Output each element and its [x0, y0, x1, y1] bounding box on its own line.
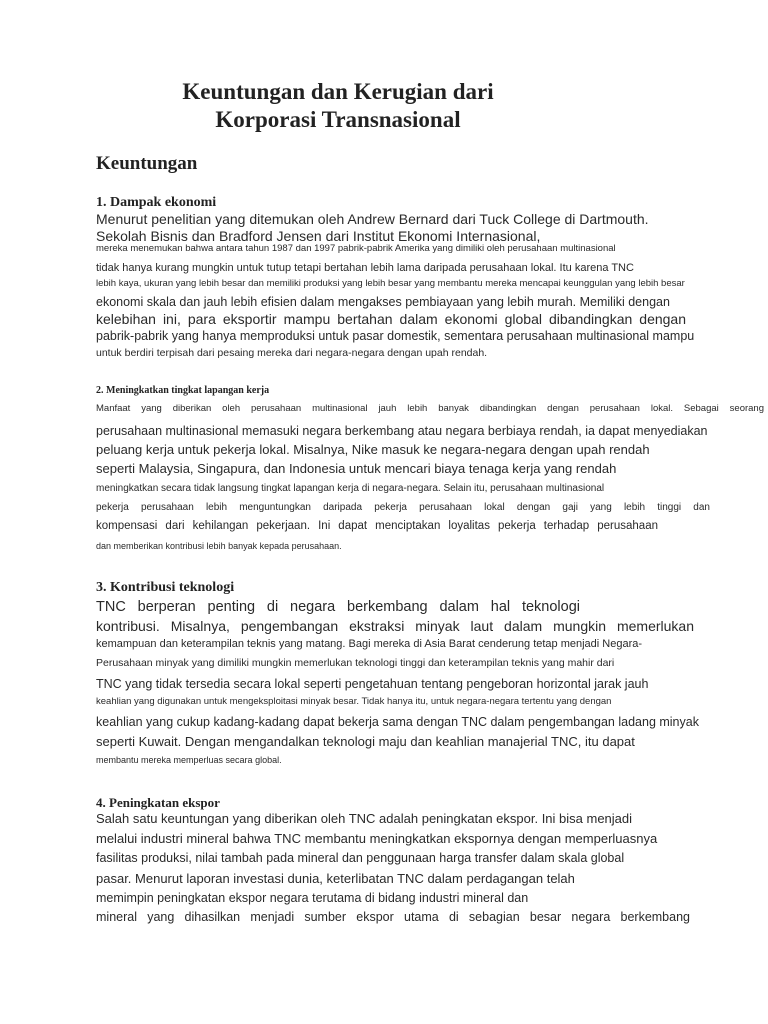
paragraph-line: TNC yang tidak tersedia secara lokal seperti pengetahuan tentang pengeboran horizontal jarak jauh — [96, 677, 649, 691]
paragraph-line: Menurut penelitian yang ditemukan oleh Andrew Bernard dari Tuck College di Dartmouth. — [96, 211, 649, 227]
paragraph-line: TNC berperan penting di negara berkembang dalam hal teknologi — [96, 599, 580, 615]
document-title-line-1: Keuntungan dan Kerugian dari — [182, 79, 494, 104]
paragraph-line: keahlian yang digunakan untuk mengeksploitasi minyak besar. Tidak hanya itu, untuk negara-negara tertentu yang dengan — [96, 696, 612, 707]
paragraph-line: pekerja perusahaan lebih menguntungkan daripada pekerja perusahaan lokal dengan gaji yang lebih tinggi dan — [96, 502, 710, 513]
paragraph-line: kemampuan dan keterampilan teknis yang matang. Bagi mereka di Asia Barat cenderung tetap menjadi Negara- — [96, 638, 643, 650]
paragraph-line: lebih kaya, ukuran yang lebih besar dan memiliki produksi yang lebih besar yang membantu mereka mencapai keunggulan yang lebih besar — [96, 278, 685, 289]
paragraph-line: Manfaat yang diberikan oleh perusahaan multinasional jauh lebih banyak dibandingkan dengan perusahaan lokal. Sebagai seorang — [96, 403, 764, 414]
paragraph-line: membantu mereka memperluas secara global. — [96, 755, 282, 765]
subheading-kontribusi-teknologi: 3. Kontribusi teknologi — [96, 580, 235, 595]
paragraph-line: tidak hanya kurang mungkin untuk tutup tetapi bertahan lebih lama daripada perusahaan lokal. Itu karena TNC — [96, 262, 634, 274]
paragraph-line: perusahaan multinasional memasuki negara berkembang atau negara berbiaya rendah, ia dapat menyediakan — [96, 424, 708, 438]
paragraph-line: meningkatkan secara tidak langsung tingkat lapangan kerja di negara-negara. Selain itu, perusahaan multinasional — [96, 483, 605, 494]
subheading-peningkatan-ekspor: 4. Peningkatan ekspor — [96, 795, 220, 810]
paragraph-line: Sekolah Bisnis dan Bradford Jensen dari Institut Ekonomi Internasional, — [96, 228, 541, 244]
paragraph-line: kelebihan ini, para eksportir mampu bertahan dalam ekonomi global dibandingkan dengan — [96, 311, 686, 327]
paragraph-line: memimpin peningkatan ekspor negara terutama di bidang industri mineral dan — [96, 891, 529, 905]
paragraph-line: pasar. Menurut laporan investasi dunia, keterlibatan TNC dalam perdagangan telah — [96, 871, 575, 886]
paragraph-line: pabrik-pabrik yang hanya memproduksi untuk pasar domestik, sementara perusahaan multinasional mampu — [96, 329, 695, 343]
paragraph-line: mineral yang dihasilkan menjadi sumber ekspor utama di sebagian besar negara berkembang — [96, 910, 690, 924]
paragraph-line: untuk berdiri terpisah dari pesaing mereka dari negara-negara dengan upah rendah. — [96, 347, 488, 359]
paragraph-line: Salah satu keuntungan yang diberikan oleh TNC adalah peningkatan ekspor. Ini bisa menjadi — [96, 811, 633, 826]
section-heading-keuntungan: Keuntungan — [96, 153, 198, 174]
paragraph-line: Perusahaan minyak yang dimiliki mungkin memerlukan teknologi tinggi dan keterampilan teknis yang mahir dari — [96, 657, 615, 669]
paragraph-line: seperti Malaysia, Singapura, dan Indonesia untuk mencari biaya tenaga kerja yang rendah — [96, 461, 617, 476]
paragraph-line: fasilitas produksi, nilai tambah pada mineral dan penggunaan harga transfer dalam skala global — [96, 851, 625, 865]
paragraph-line: seperti Kuwait. Dengan mengandalkan teknologi maju dan keahlian manajerial TNC, itu dapat — [96, 734, 635, 749]
subheading-lapangan-kerja: 2. Meningkatkan tingkat lapangan kerja — [96, 385, 270, 396]
paragraph-line: keahlian yang cukup kadang-kadang dapat bekerja sama dengan TNC dalam pengembangan ladang minyak — [96, 715, 699, 729]
paragraph-line: melalui industri mineral bahwa TNC membantu meningkatkan ekspornya dengan memperluasnya — [96, 831, 658, 846]
paragraph-line: dan memberikan kontribusi lebih banyak kepada perusahaan. — [96, 541, 342, 551]
paragraph-line: kontribusi. Misalnya, pengembangan ekstraksi minyak laut dalam mungkin memerlukan — [96, 618, 694, 634]
paragraph-line: peluang kerja untuk pekerja lokal. Misalnya, Nike masuk ke negara-negara dengan upah rendah — [96, 442, 650, 457]
document-title-line-2: Korporasi Transnasional — [215, 107, 461, 132]
subheading-dampak-ekonomi: 1. Dampak ekonomi — [96, 195, 217, 210]
paragraph-line: kompensasi dari kehilangan pekerjaan. Ini dapat menciptakan loyalitas pekerja terhadap perusahaan — [96, 520, 658, 532]
paragraph-line: mereka menemukan bahwa antara tahun 1987 dan 1997 pabrik-pabrik Amerika yang dimiliki oleh perusahaan multinasional — [96, 243, 616, 254]
paragraph-line: ekonomi skala dan jauh lebih efisien dalam mengakses pembiayaan yang lebih murah. Memiliki dengan — [96, 295, 670, 309]
